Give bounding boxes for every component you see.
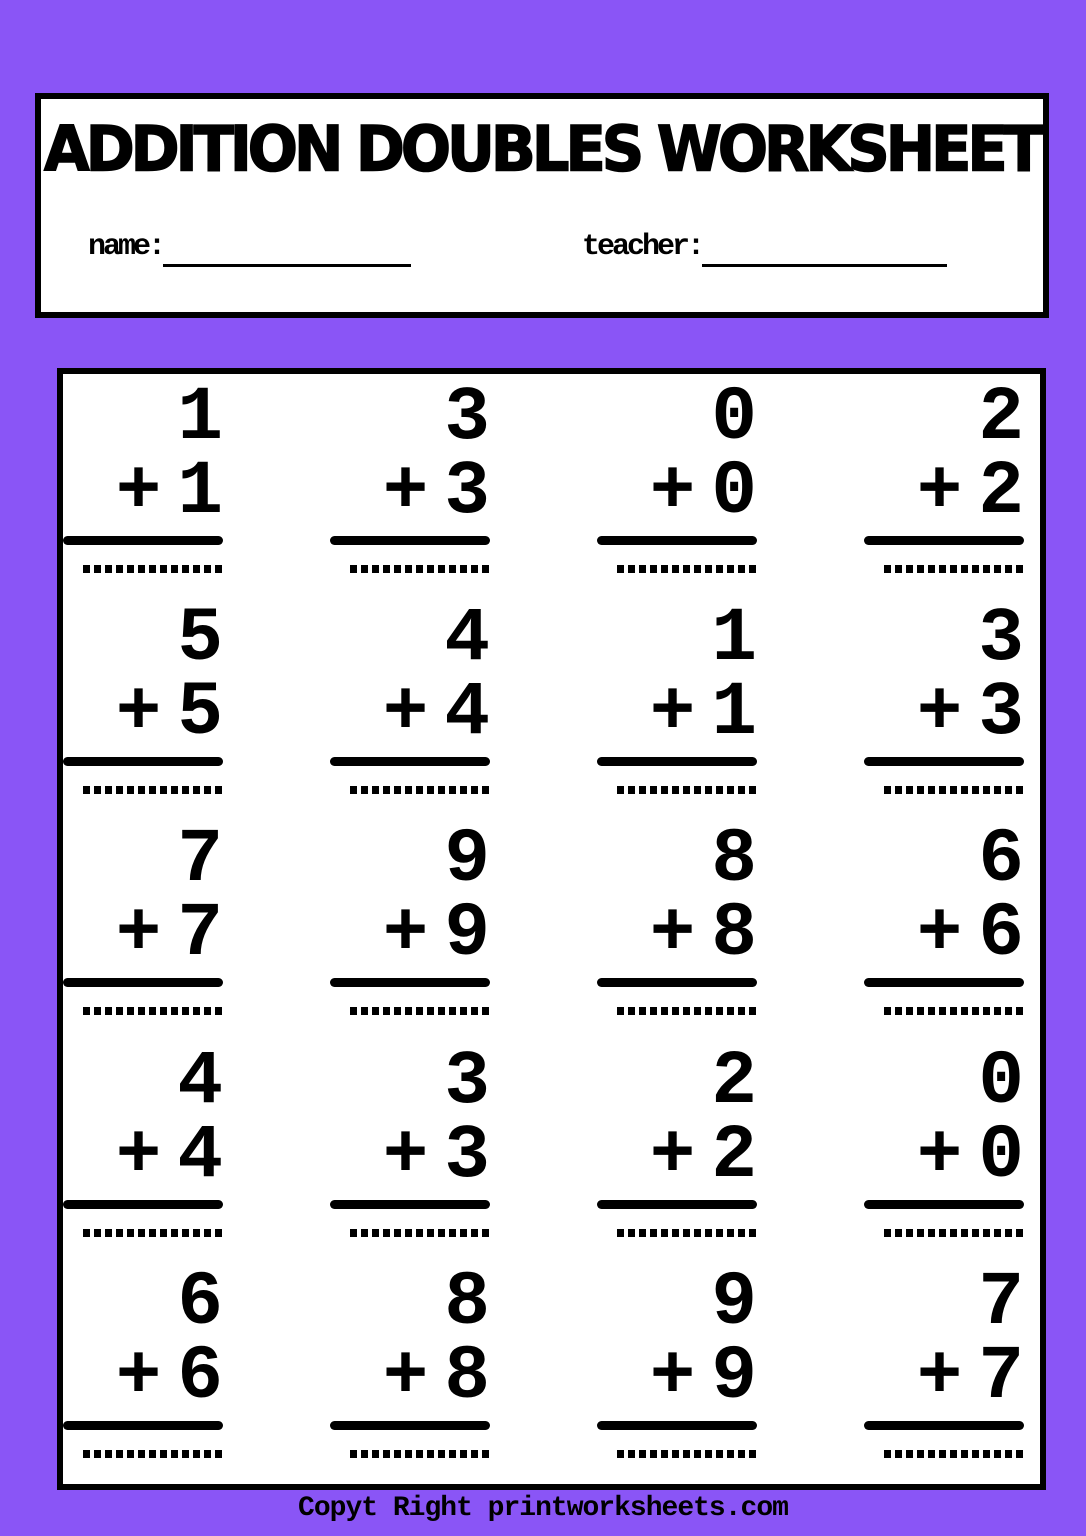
answer-dots[interactable] [884, 1450, 1024, 1458]
addend-top: 3 [444, 375, 490, 461]
addition-problem [63, 816, 223, 1037]
name-field [88, 230, 411, 267]
answer-line [63, 757, 223, 766]
addend-top: 0 [711, 375, 757, 461]
addend-bottom-row [63, 891, 223, 978]
addend-top: 4 [444, 596, 490, 683]
answer-dots[interactable] [884, 1229, 1024, 1237]
answer-dots[interactable] [350, 1007, 490, 1015]
addition-problem [864, 1259, 1024, 1480]
name-label: name: [88, 230, 164, 264]
addend-bottom-row [597, 891, 757, 978]
answer-line [864, 536, 1024, 545]
answer-dots[interactable] [617, 1007, 757, 1015]
addend-top: 2 [711, 1038, 757, 1125]
addition-problem [864, 374, 1024, 595]
addend-top: 0 [978, 1038, 1024, 1125]
answer-dots[interactable] [83, 1007, 223, 1015]
addend-bottom: 1 [711, 670, 757, 757]
addition-problem [597, 816, 757, 1037]
addend-bottom: 2 [978, 449, 1024, 535]
header-box [35, 93, 1049, 318]
name-input-line[interactable] [163, 230, 411, 267]
answer-line [864, 1200, 1024, 1209]
plus-sign: + [382, 670, 429, 757]
worksheet-title: ADDITION DOUBLES WORKSHEET [44, 112, 1040, 186]
answer-line [597, 1200, 757, 1209]
addend-bottom-row [63, 1112, 223, 1199]
teacher-input-line[interactable] [702, 230, 947, 267]
answer-line [330, 536, 490, 545]
plus-sign: + [916, 891, 963, 978]
answer-line [597, 757, 757, 766]
addend-top: 3 [444, 1038, 490, 1125]
answer-line [864, 1421, 1024, 1430]
plus-sign: + [115, 891, 162, 978]
answer-line [63, 978, 223, 987]
plus-sign: + [916, 1333, 963, 1420]
plus-sign: + [115, 670, 162, 757]
plus-sign: + [382, 891, 429, 978]
answer-line [597, 1421, 757, 1430]
addend-top: 2 [978, 375, 1024, 461]
answer-line [63, 536, 223, 545]
teacher-field [582, 230, 947, 267]
addend-top: 1 [711, 596, 757, 683]
addition-problem [63, 374, 223, 595]
addend-bottom-row [63, 670, 223, 757]
addend-bottom: 8 [444, 1333, 490, 1420]
addition-problem [63, 595, 223, 816]
answer-line [597, 978, 757, 987]
plus-sign: + [382, 1333, 429, 1420]
addend-bottom: 0 [711, 449, 757, 535]
addend-bottom: 7 [978, 1333, 1024, 1420]
plus-sign: + [916, 1112, 963, 1199]
answer-dots[interactable] [350, 1229, 490, 1237]
teacher-label: teacher: [582, 230, 703, 264]
addend-top: 8 [711, 817, 757, 904]
addend-top: 8 [444, 1259, 490, 1346]
addition-problem [597, 1038, 757, 1259]
plus-sign: + [916, 670, 963, 757]
addend-bottom-row [864, 670, 1024, 757]
addend-bottom: 8 [711, 891, 757, 978]
addition-problem [864, 595, 1024, 816]
addend-bottom: 3 [978, 670, 1024, 757]
addend-bottom-row [597, 1333, 757, 1420]
addend-bottom: 5 [177, 670, 223, 757]
addend-bottom: 3 [444, 1112, 490, 1199]
answer-dots[interactable] [617, 786, 757, 794]
footer-credit: Copyt Right printworksheets.com [298, 1493, 788, 1524]
addend-bottom-row [330, 891, 490, 978]
plus-sign: + [649, 891, 696, 978]
addition-problem [864, 1038, 1024, 1259]
addition-problem [597, 374, 757, 595]
problems-grid [63, 374, 1040, 1484]
addend-bottom-row [330, 1333, 490, 1420]
addition-problem [330, 374, 490, 595]
addition-problem [330, 1259, 490, 1480]
answer-line [864, 978, 1024, 987]
plus-sign: + [649, 449, 696, 535]
answer-line [330, 1200, 490, 1209]
addend-bottom-row [330, 670, 490, 757]
addition-problem [597, 595, 757, 816]
answer-dots[interactable] [350, 786, 490, 794]
addend-top: 7 [978, 1259, 1024, 1346]
answer-dots[interactable] [617, 1450, 757, 1458]
plus-sign: + [115, 1112, 162, 1199]
addend-top: 3 [978, 596, 1024, 683]
answer-line [597, 536, 757, 545]
answer-dots[interactable] [617, 1229, 757, 1237]
answer-dots[interactable] [83, 1229, 223, 1237]
addend-bottom: 1 [177, 449, 223, 535]
addend-bottom-row [864, 1112, 1024, 1199]
plus-sign: + [916, 449, 963, 535]
addition-problem [63, 1259, 223, 1480]
answer-line [864, 757, 1024, 766]
plus-sign: + [382, 1112, 429, 1199]
answer-line [330, 1421, 490, 1430]
addend-bottom: 2 [711, 1112, 757, 1199]
addend-bottom: 0 [978, 1112, 1024, 1199]
answer-dots[interactable] [83, 1450, 223, 1458]
addend-top: 7 [177, 817, 223, 904]
addend-bottom-row [597, 1112, 757, 1199]
addend-bottom-row [330, 1112, 490, 1199]
addition-problem [864, 816, 1024, 1037]
answer-dots[interactable] [884, 565, 1024, 573]
addend-bottom-row [597, 670, 757, 757]
addend-bottom: 9 [711, 1333, 757, 1420]
addend-bottom-row [864, 891, 1024, 978]
addend-bottom-row [597, 449, 757, 535]
addend-top: 5 [177, 596, 223, 683]
addend-bottom-row [330, 449, 490, 535]
answer-dots[interactable] [350, 565, 490, 573]
plus-sign: + [649, 670, 696, 757]
addend-bottom: 9 [444, 891, 490, 978]
plus-sign: + [382, 449, 429, 535]
addend-bottom-row [864, 449, 1024, 535]
answer-dots[interactable] [83, 565, 223, 573]
addend-bottom: 4 [177, 1112, 223, 1199]
addend-bottom-row [864, 1333, 1024, 1420]
plus-sign: + [649, 1333, 696, 1420]
addend-top: 9 [711, 1259, 757, 1346]
addend-bottom: 4 [444, 670, 490, 757]
plus-sign: + [649, 1112, 696, 1199]
answer-line [330, 757, 490, 766]
plus-sign: + [115, 1333, 162, 1420]
addition-problem [63, 1038, 223, 1259]
addend-bottom: 6 [978, 891, 1024, 978]
problems-box [57, 368, 1046, 1490]
addend-bottom: 6 [177, 1333, 223, 1420]
addition-problem [330, 816, 490, 1037]
addend-bottom-row [63, 1333, 223, 1420]
addend-bottom-row [63, 449, 223, 535]
addition-problem [597, 1259, 757, 1480]
addend-top: 1 [177, 375, 223, 461]
plus-sign: + [115, 449, 162, 535]
answer-dots[interactable] [350, 1450, 490, 1458]
addend-top: 4 [177, 1038, 223, 1125]
answer-dots[interactable] [884, 786, 1024, 794]
answer-line [330, 978, 490, 987]
addend-bottom: 7 [177, 891, 223, 978]
addend-top: 9 [444, 817, 490, 904]
answer-line [63, 1421, 223, 1430]
addend-top: 6 [177, 1259, 223, 1346]
addend-top: 6 [978, 817, 1024, 904]
answer-dots[interactable] [617, 565, 757, 573]
answer-line [63, 1200, 223, 1209]
addition-problem [330, 595, 490, 816]
answer-dots[interactable] [83, 786, 223, 794]
answer-dots[interactable] [884, 1007, 1024, 1015]
addition-problem [330, 1038, 490, 1259]
addend-bottom: 3 [444, 449, 490, 535]
